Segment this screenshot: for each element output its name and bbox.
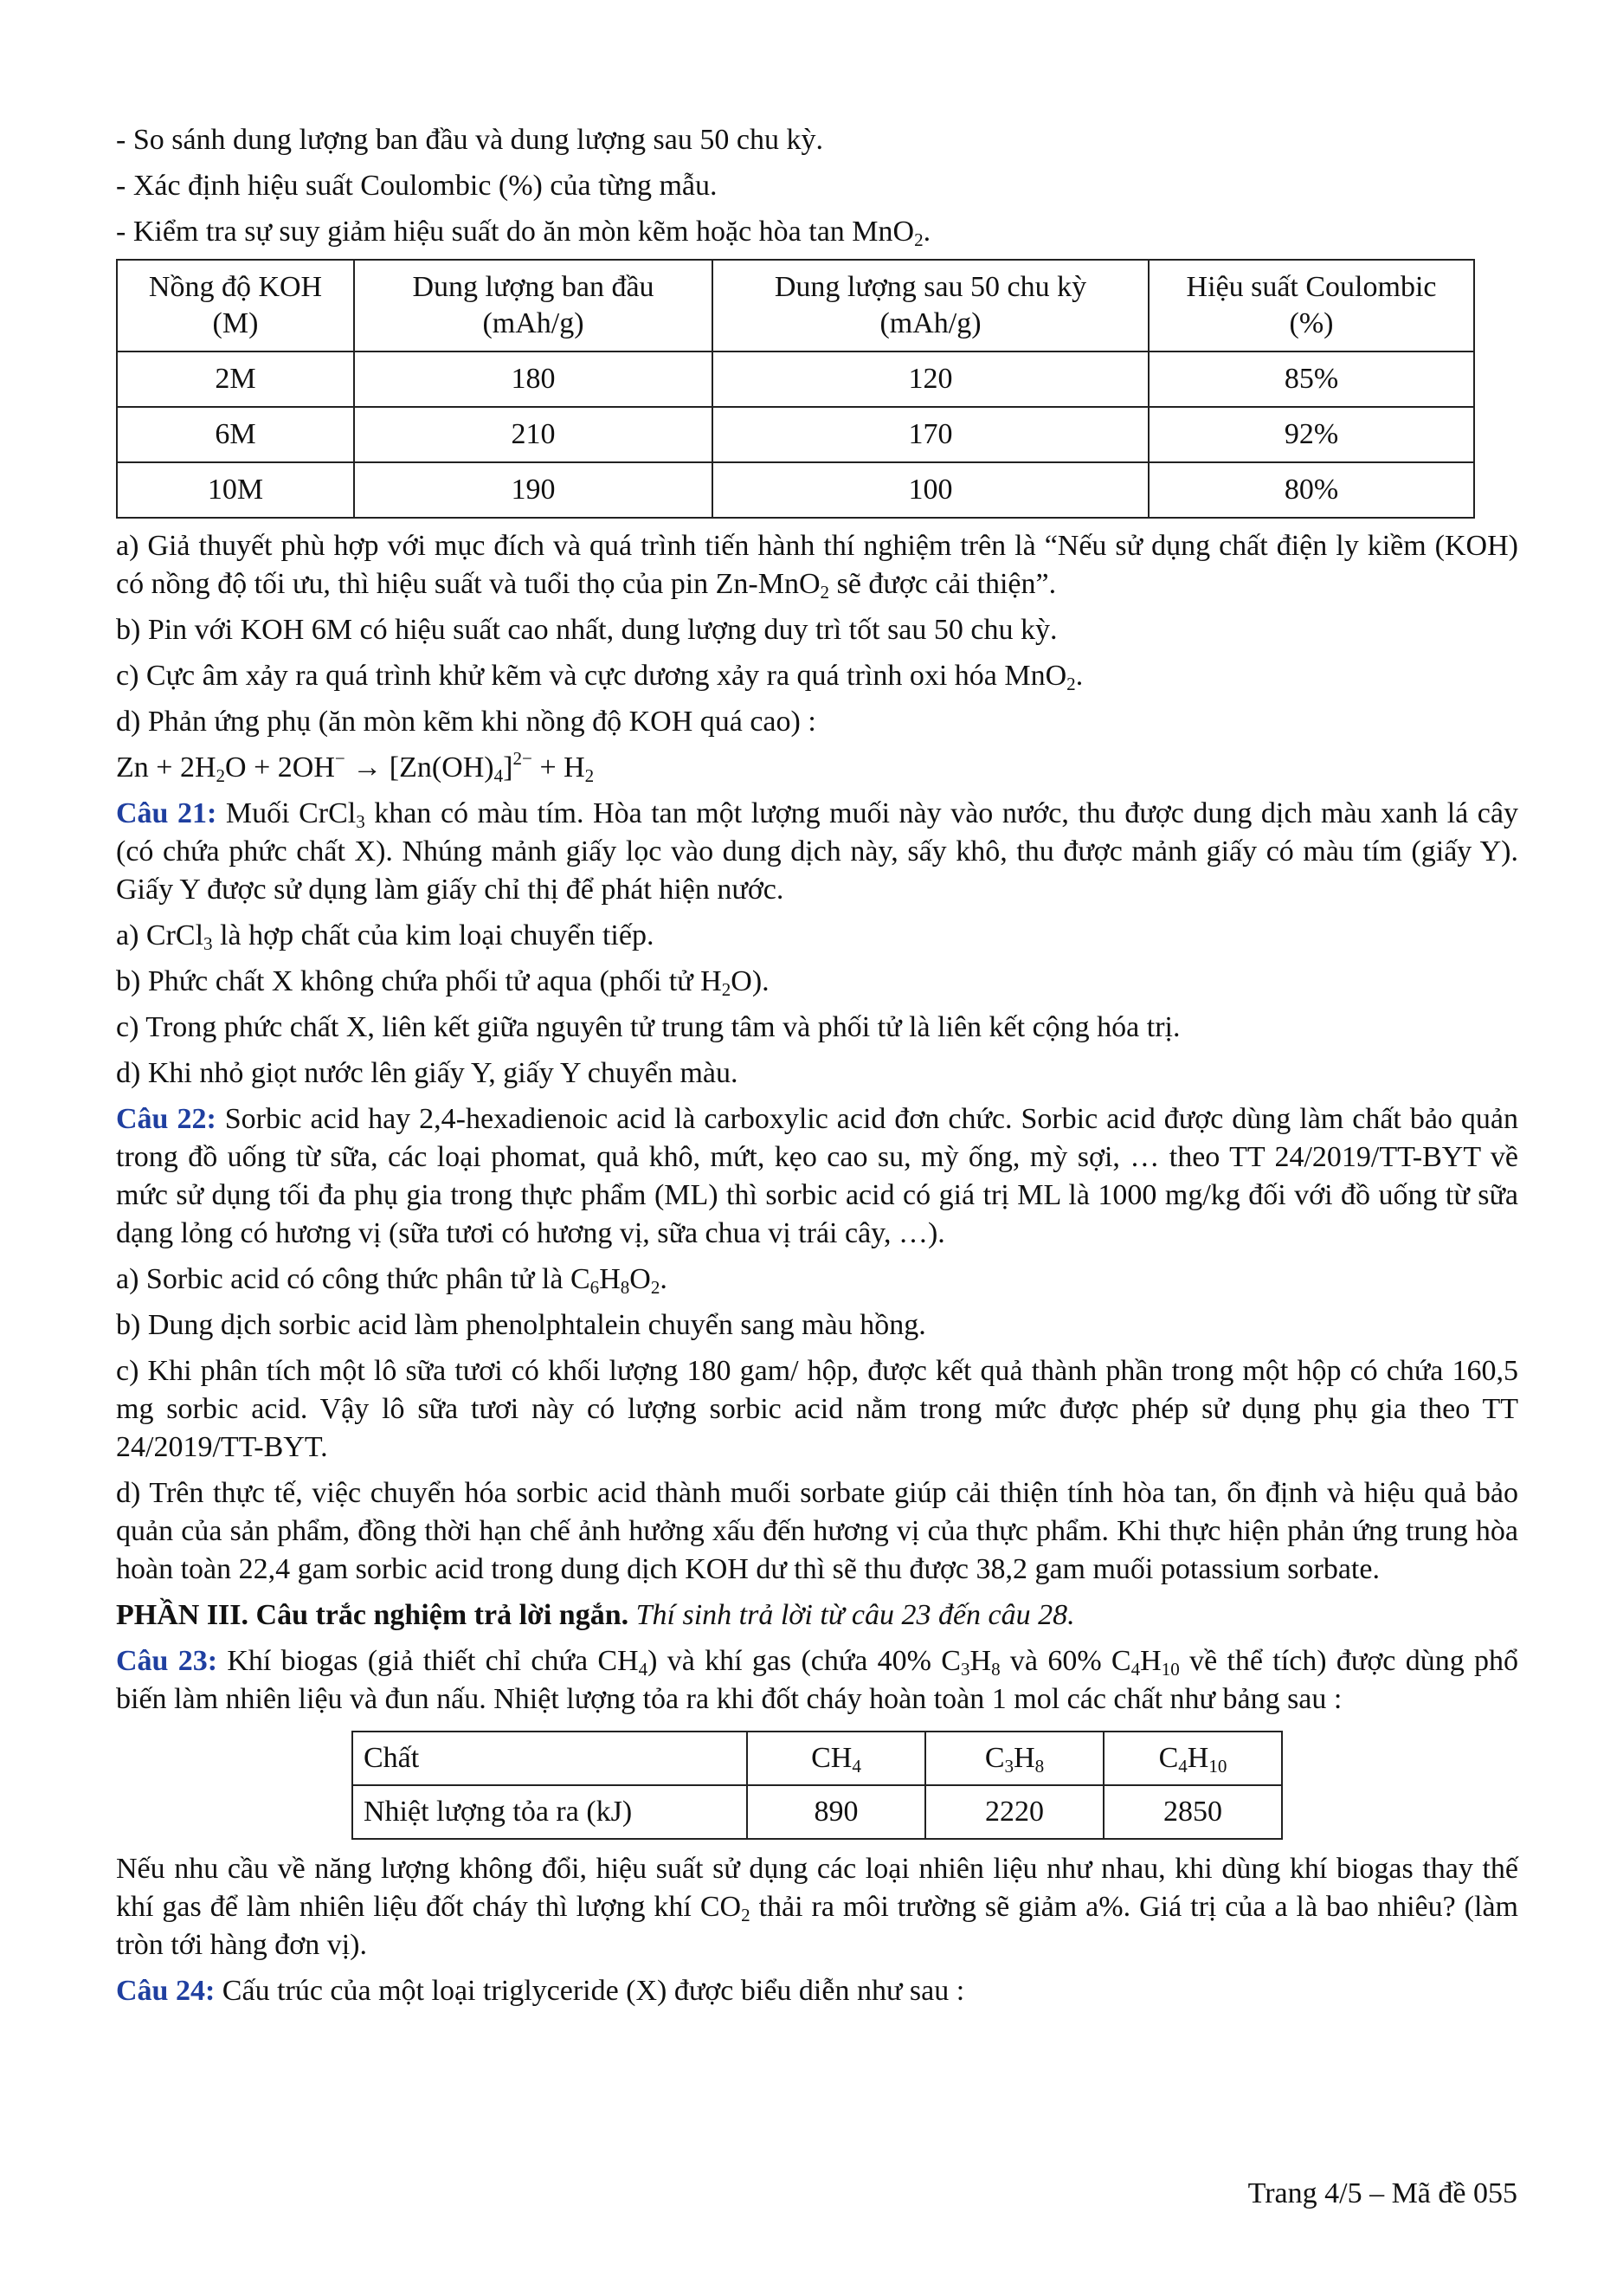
table-header-cell: Dung lượng sau 50 chu kỳ (mAh/g) bbox=[712, 260, 1149, 351]
q20-equation: $Zn + 2H_2O + 2OH^- \to [Zn(OH)_4]^{2-} + H_2$ bbox=[116, 748, 595, 786]
q21-option-c: c) Trong phức chất X, liên kết giữa nguyên tử trung tâm và phối tử là liên kết cộng hóa trị. bbox=[116, 1011, 1181, 1043]
table-cell: 100 bbox=[712, 462, 1149, 518]
q21-option-d: d) Khi nhỏ giọt nước lên giấy Y, giấy Y chuyển màu. bbox=[116, 1057, 738, 1089]
table-cell: 210 bbox=[354, 407, 712, 462]
table-header-cell: Dung lượng ban đầu (mAh/g) bbox=[354, 260, 712, 351]
table-header-cell: Nồng độ KOH (M) bbox=[117, 260, 354, 351]
part3-heading: PHẦN III. Câu trắc nghiệm trả lời ngắn. Thí sinh trả lời từ câu 23 đến câu 28. bbox=[116, 1599, 1075, 1631]
table-cell: 190 bbox=[354, 462, 712, 518]
table-cell: 80% bbox=[1149, 462, 1474, 518]
table-cell: 92% bbox=[1149, 407, 1474, 462]
table-cell: Chất bbox=[352, 1732, 747, 1785]
table-cell: $C_4H_{10}$ bbox=[1104, 1732, 1282, 1785]
q20-option-a: a) Giả thuyết phù hợp với mục đích và quá trình tiến hành thí nghiệm trên là “Nếu sử dụng chất điện ly kiềm (KOH) có nồng độ tối ưu, thì hiệu suất và tuổi thọ của pin Zn-MnO$_2$ sẽ được cải thiện”. bbox=[116, 530, 1518, 603]
q22-option-a: a) Sorbic acid có công thức phân tử là $C_6H_8O_2$. bbox=[116, 1263, 667, 1298]
q24-stem: Câu 24: Cấu trúc của một loại triglyceride (X) được biểu diễn như sau : bbox=[116, 1975, 965, 2007]
table-row bbox=[117, 351, 1474, 407]
table-cell: 85% bbox=[1149, 351, 1474, 407]
question-label: Câu 23: bbox=[116, 1645, 218, 1677]
koh-table bbox=[116, 259, 1475, 519]
question-label: Câu 21: bbox=[116, 797, 217, 829]
page-content bbox=[116, 121, 1518, 2018]
table-cell: 6M bbox=[117, 407, 354, 462]
table-row bbox=[117, 462, 1474, 518]
q22-option-b: b) Dung dịch sorbic acid làm phenolphtalein chuyển sang màu hồng. bbox=[116, 1309, 926, 1341]
table-row bbox=[352, 1785, 1282, 1839]
table-header-row bbox=[117, 260, 1474, 351]
q20-option-c: c) Cực âm xảy ra quá trình khử kẽm và cực dương xảy ra quá trình oxi hóa MnO$_2$. bbox=[116, 660, 1084, 694]
table-cell: Nhiệt lượng tỏa ra (kJ) bbox=[352, 1785, 747, 1839]
q22-option-d: d) Trên thực tế, việc chuyển hóa sorbic acid thành muối sorbate giúp cải thiện tính hòa tan, ổn định và hiệu quả bảo quản của sản phẩm, đồng thời hạn chế ảnh hưởng xấu đến hương vị của thực phẩm. Khi thực hiện phản ứng trung hòa hoàn toàn 22,4 gam sorbic acid trong dung dịch KOH dư thì sẽ thu được 38,2 gam muối potassium sorbate. bbox=[116, 1477, 1518, 1585]
table-cell: 2220 bbox=[925, 1785, 1104, 1839]
table-cell: 2M bbox=[117, 351, 354, 407]
table-cell: $C_3H_8$ bbox=[925, 1732, 1104, 1785]
q20-option-b: b) Pin với KOH 6M có hiệu suất cao nhất, dung lượng duy trì tốt sau 50 chu kỳ. bbox=[116, 614, 1058, 646]
question-label: Câu 24: bbox=[116, 1975, 216, 2007]
q21-option-a: a) CrCl$_3$ là hợp chất của kim loại chuyển tiếp. bbox=[116, 919, 654, 954]
page-footer: Trang 4/5 – Mã đề 055 bbox=[1247, 2177, 1517, 2209]
q22-option-c: c) Khi phân tích một lô sữa tươi có khối lượng 180 gam/ hộp, được kết quả thành phần trong một hộp có chứa 160,5 mg sorbic acid. Vậy lô sữa tươi này có lượng sorbic acid nằm trong mức được phép sử dụng phụ gia theo TT 24/2019/TT-BYT. bbox=[116, 1355, 1518, 1463]
intro-line-2: - Xác định hiệu suất Coulombic (%) của từng mẫu. bbox=[116, 170, 718, 202]
table-row bbox=[352, 1732, 1282, 1785]
table-row bbox=[117, 407, 1474, 462]
question-label: Câu 22: bbox=[116, 1103, 216, 1135]
table-cell: $CH_4$ bbox=[747, 1732, 925, 1785]
q23-stem: Câu 23: Khí biogas (giả thiết chỉ chứa $CH_4$) và khí gas (chứa 40% $C_3H_8$ và 60% $C_4H_{10}$ về thể tích) được dùng phổ biến làm nhiên liệu và đun nấu. Nhiệt lượng tỏa ra khi đốt cháy hoàn toàn 1 mol các chất như bảng sau : bbox=[116, 1645, 1518, 1715]
q21-option-b: b) Phức chất X không chứa phối tử aqua (phối tử $H_2O$). bbox=[116, 965, 770, 1000]
q21-stem: Câu 21: Muối CrCl$_3$ khan có màu tím. Hòa tan một lượng muối này vào nước, thu được dung dịch màu xanh lá cây (có chứa phức chất X). Nhúng mảnh giấy lọc vào dung dịch này, sấy khô, thu được mảnh giấy có màu tím (giấy Y). Giấy Y được sử dụng làm giấy chỉ thị để phát hiện nước. bbox=[116, 797, 1518, 906]
table-cell: 890 bbox=[747, 1785, 925, 1839]
intro-line-1: - So sánh dung lượng ban đầu và dung lượng sau 50 chu kỳ. bbox=[116, 124, 823, 156]
table-cell: 170 bbox=[712, 407, 1149, 462]
heat-table bbox=[351, 1731, 1283, 1840]
q20-option-d: d) Phản ứng phụ (ăn mòn kẽm khi nồng độ KOH quá cao) : bbox=[116, 706, 816, 738]
table-cell: 180 bbox=[354, 351, 712, 407]
table-cell: 120 bbox=[712, 351, 1149, 407]
intro-line-3: - Kiểm tra sự suy giảm hiệu suất do ăn mòn kẽm hoặc hòa tan MnO$_2$. bbox=[116, 216, 931, 250]
q23-question: Nếu nhu cầu về năng lượng không đổi, hiệu suất sử dụng các loại nhiên liệu như nhau, khi dùng khí biogas thay thế khí gas để làm nhiên liệu đốt cháy thì lượng khí $CO_2$ thải ra môi trường sẽ giảm a%. Giá trị của a là bao nhiêu? (làm tròn tới hàng đơn vị). bbox=[116, 1853, 1518, 1961]
table-cell: 2850 bbox=[1104, 1785, 1282, 1839]
table-cell: 10M bbox=[117, 462, 354, 518]
q22-stem: Câu 22: Sorbic acid hay 2,4-hexadienoic acid là carboxylic acid đơn chức. Sorbic acid được dùng làm chất bảo quản trong đồ uống từ sữa, các loại phomat, quả khô, mứt, kẹo cao su, mỳ ống, mỳ sợi, … theo TT 24/2019/TT-BYT về mức sử dụng tối đa phụ gia trong thực phẩm (ML) thì sorbic acid có giá trị ML là 1000 mg/kg đối với đồ uống từ sữa dạng lỏng có hương vị (sữa tươi có hương vị, sữa chua vị trái cây, …). bbox=[116, 1103, 1518, 1249]
table-header-cell: Hiệu suất Coulombic (%) bbox=[1149, 260, 1474, 351]
